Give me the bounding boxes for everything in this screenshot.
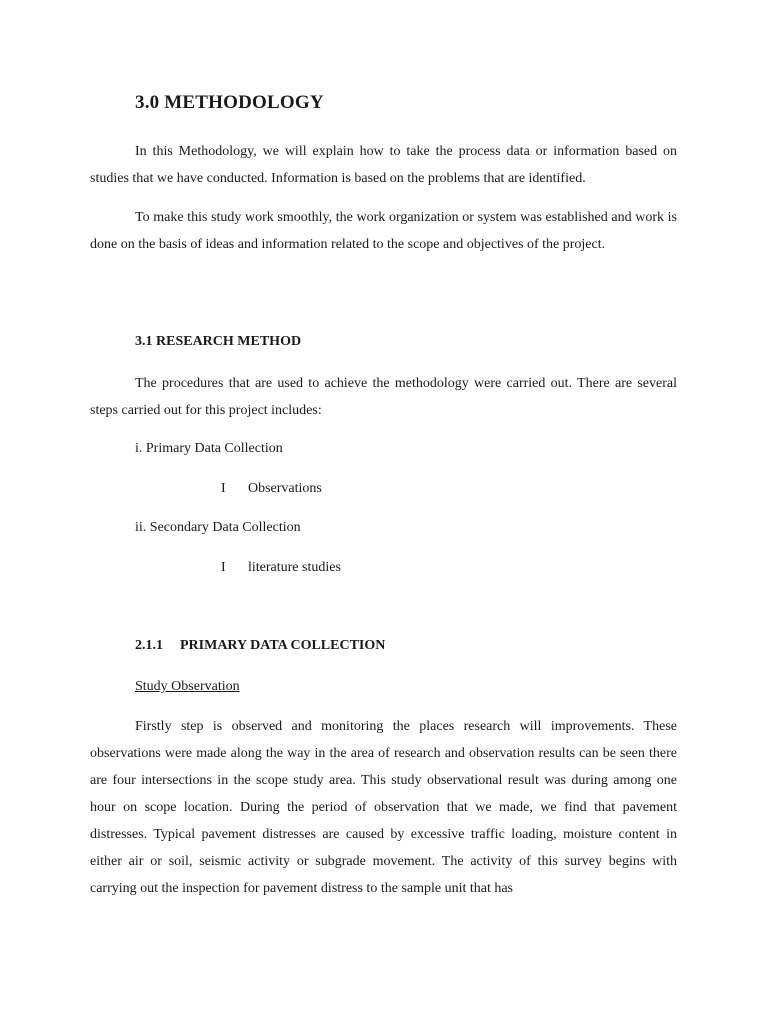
intro-paragraph-2: To make this study work smoothly, the work organization or system was established and work is done on the basis of ideas and information related to the scope and objectives of the project.: [90, 210, 677, 252]
section-title: PRIMARY DATA COLLECTION: [180, 638, 386, 653]
study-observation-paragraph: Firstly step is observed and monitoring the places research will improvements. These observations were made along the way in the area of research and observation results can be seen there are four intersections in the scope study area. This study observational result was during among one hour on scope location. During the period of observation that we made, we find that pavement distresses. Typical pavement distresses are caused by excessive traffic loading, moisture content in either air or soil, seismic activity or subgrade movement. The activity of this survey begins with carrying out the inspection for pavement distress to the sample unit that has: [90, 719, 677, 896]
sub-list-item-literature-studies: [221, 560, 341, 576]
research-method-paragraph: The procedures that are used to achieve the methodology were carried out. There are several steps carried out for this project includes:: [90, 376, 677, 418]
list-item-secondary-data-collection: ii. Secondary Data Collection: [135, 520, 301, 535]
bullet-marker: I: [221, 481, 226, 496]
section-heading-primary-data-collection: [135, 638, 385, 654]
intro-paragraph-1: In this Methodology, we will explain how to take the process data or information based on studies that we have conducted. Information is based on the problems that are identified.: [90, 144, 677, 186]
subheading-study-observation: Study Observation: [135, 679, 240, 694]
bullet-marker: I: [221, 560, 226, 575]
section-heading-research-method: 3.1 RESEARCH METHOD: [135, 334, 302, 349]
section-number: 2.1.1: [135, 638, 163, 653]
sub-list-item-label: literature studies: [248, 560, 341, 575]
sub-list-item-label: Observations: [248, 481, 322, 496]
list-item-primary-data-collection: i. Primary Data Collection: [135, 441, 283, 456]
page-title: 3.0 METHODOLOGY: [135, 92, 324, 113]
sub-list-item-observations: [221, 481, 322, 497]
